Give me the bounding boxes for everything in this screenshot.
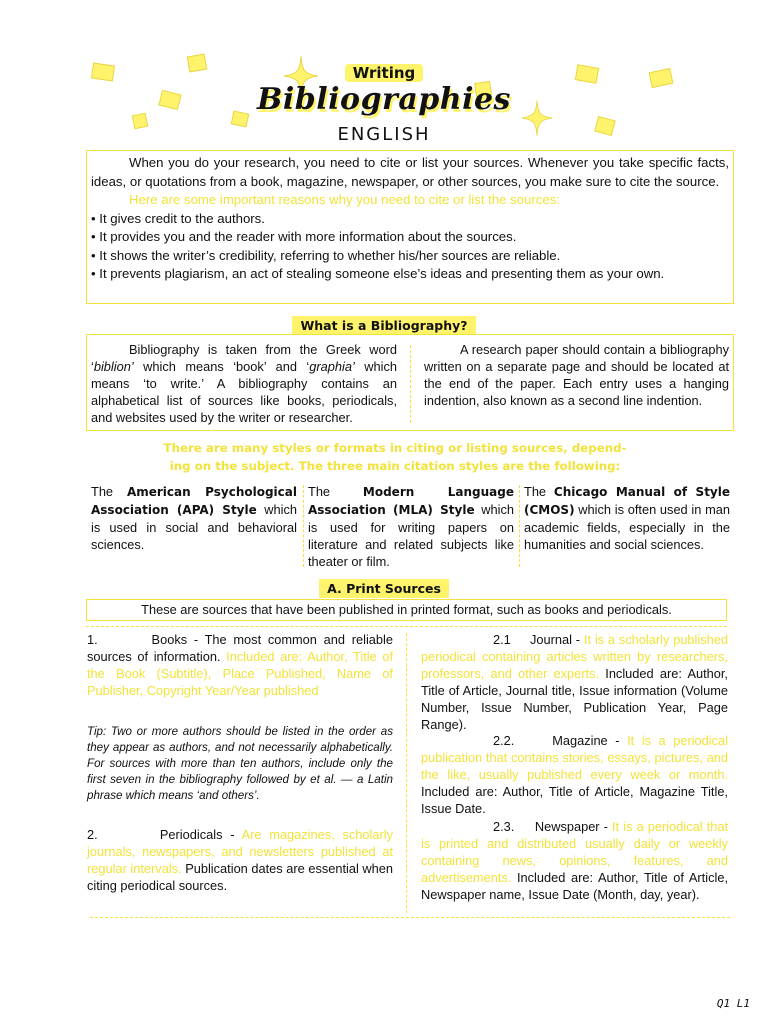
print-desc-box: These are sources that have been published in printed format, such as books and periodicals. <box>86 599 727 621</box>
books-item: 1. Books - The most common and reliable sources of information. Included are: Author, Title of the Book (Subtitle), Place Published, Name of Publisher, Copyright Year/Year published <box>87 632 394 698</box>
subject-label: ENGLISH <box>337 124 431 145</box>
newspaper-item: 2.3. Newspaper - It is a periodical that is printed and distributed usually daily or weekly containing news, opinions, features, and advertisements. Included are: Author, Title of Article, Newspaper name, Issue Date (Month, day, year). <box>421 819 729 902</box>
definition-box <box>86 334 734 431</box>
periodicals-item: 2. Periodicals - Are magazines, scholarly journals, newspapers, and newsletters published at regular intervals. Publication dates are essential when citing periodical sources. <box>87 827 393 893</box>
definition-left: Bibliography is taken from the Greek word ‘biblion’ which means ‘book’ and ‘graphia’ which means ‘to write.’ A bibliography contains an alphabetical list of sources like books, periodicals, and websites used by the writer or researcher. <box>91 342 397 425</box>
reason-item: • It prevents plagiarism, an act of stealing someone else’s ideas and presenting them as your own. <box>91 266 665 281</box>
section-title-print: A. Print Sources <box>0 580 768 598</box>
styles-intro: There are many styles or formats in citing or listing sources, depend- ing on the subject. The three main citation styles are the following: <box>163 441 627 473</box>
section-title-what-is: What is a Bibliography? <box>0 317 768 335</box>
column-divider <box>303 485 304 567</box>
style-mla: The Modern Language Association (MLA) Style which is used for writing papers on literature and related subjects like theater or film. <box>308 484 514 569</box>
dashed-divider <box>90 917 730 918</box>
header-writing: Writing <box>0 64 768 83</box>
reasons-heading: Here are some important reasons why you need to cite or list the sources: <box>129 192 560 207</box>
intro-box <box>86 150 734 304</box>
reason-item: • It provides you and the reader with more information about the sources. <box>91 229 517 244</box>
page-code: Q1 L1 <box>716 997 750 1010</box>
magazine-item: 2.2. Magazine - It is a periodical publication that contains stories, essays, pictures, and the like, usually published every week or month. Included are: Author, Title of Article, Magazine Title, Issue Date. <box>421 733 728 816</box>
reason-item: • It gives credit to the authors. <box>91 210 265 226</box>
page-title: Bibliographies <box>257 82 511 117</box>
definition-right: A research paper should contain a bibliography written on a separate page and should be located at the end of the paper. Each entry uses a hanging indention, also known as a second line indention. <box>424 342 729 408</box>
intro-lead: When you do your research, you need to cite or list your sources. Whenever you take specific facts, ideas, or quotations from a book, magazine, newspaper, or other sources, you make sure to cite the source. <box>91 155 729 189</box>
dashed-divider <box>86 626 727 627</box>
column-divider <box>410 345 411 423</box>
reason-item: • It shows the writer’s credibility, referring to whether his/her sources are reliable. <box>91 247 561 263</box>
style-apa: The American Psychological Association (APA) Style which is used in social and behavioral sciences. <box>91 484 297 552</box>
style-cmos: The Chicago Manual of Style (CMOS) which is often used in man academic fields, especially in the humanities and social sciences. <box>524 484 731 552</box>
tip-note: Tip: Two or more authors should be listed in the order as they appear as authors, and not necessarily alphabetically. For sources with more than ten authors, include only the first seven in the bibliography followed by et al. — a Latin phrase which means ‘and others’. <box>87 725 393 802</box>
column-divider <box>406 633 407 913</box>
journal-item: 2.1 Journal - It is a scholarly published periodical containing articles written by researchers, professors, and other experts. Included are: Author, Title of Article, Journal title, Issue information (Volume Number, Issue Number, Publication Year, Page Range). <box>421 632 728 732</box>
column-divider <box>519 485 520 567</box>
